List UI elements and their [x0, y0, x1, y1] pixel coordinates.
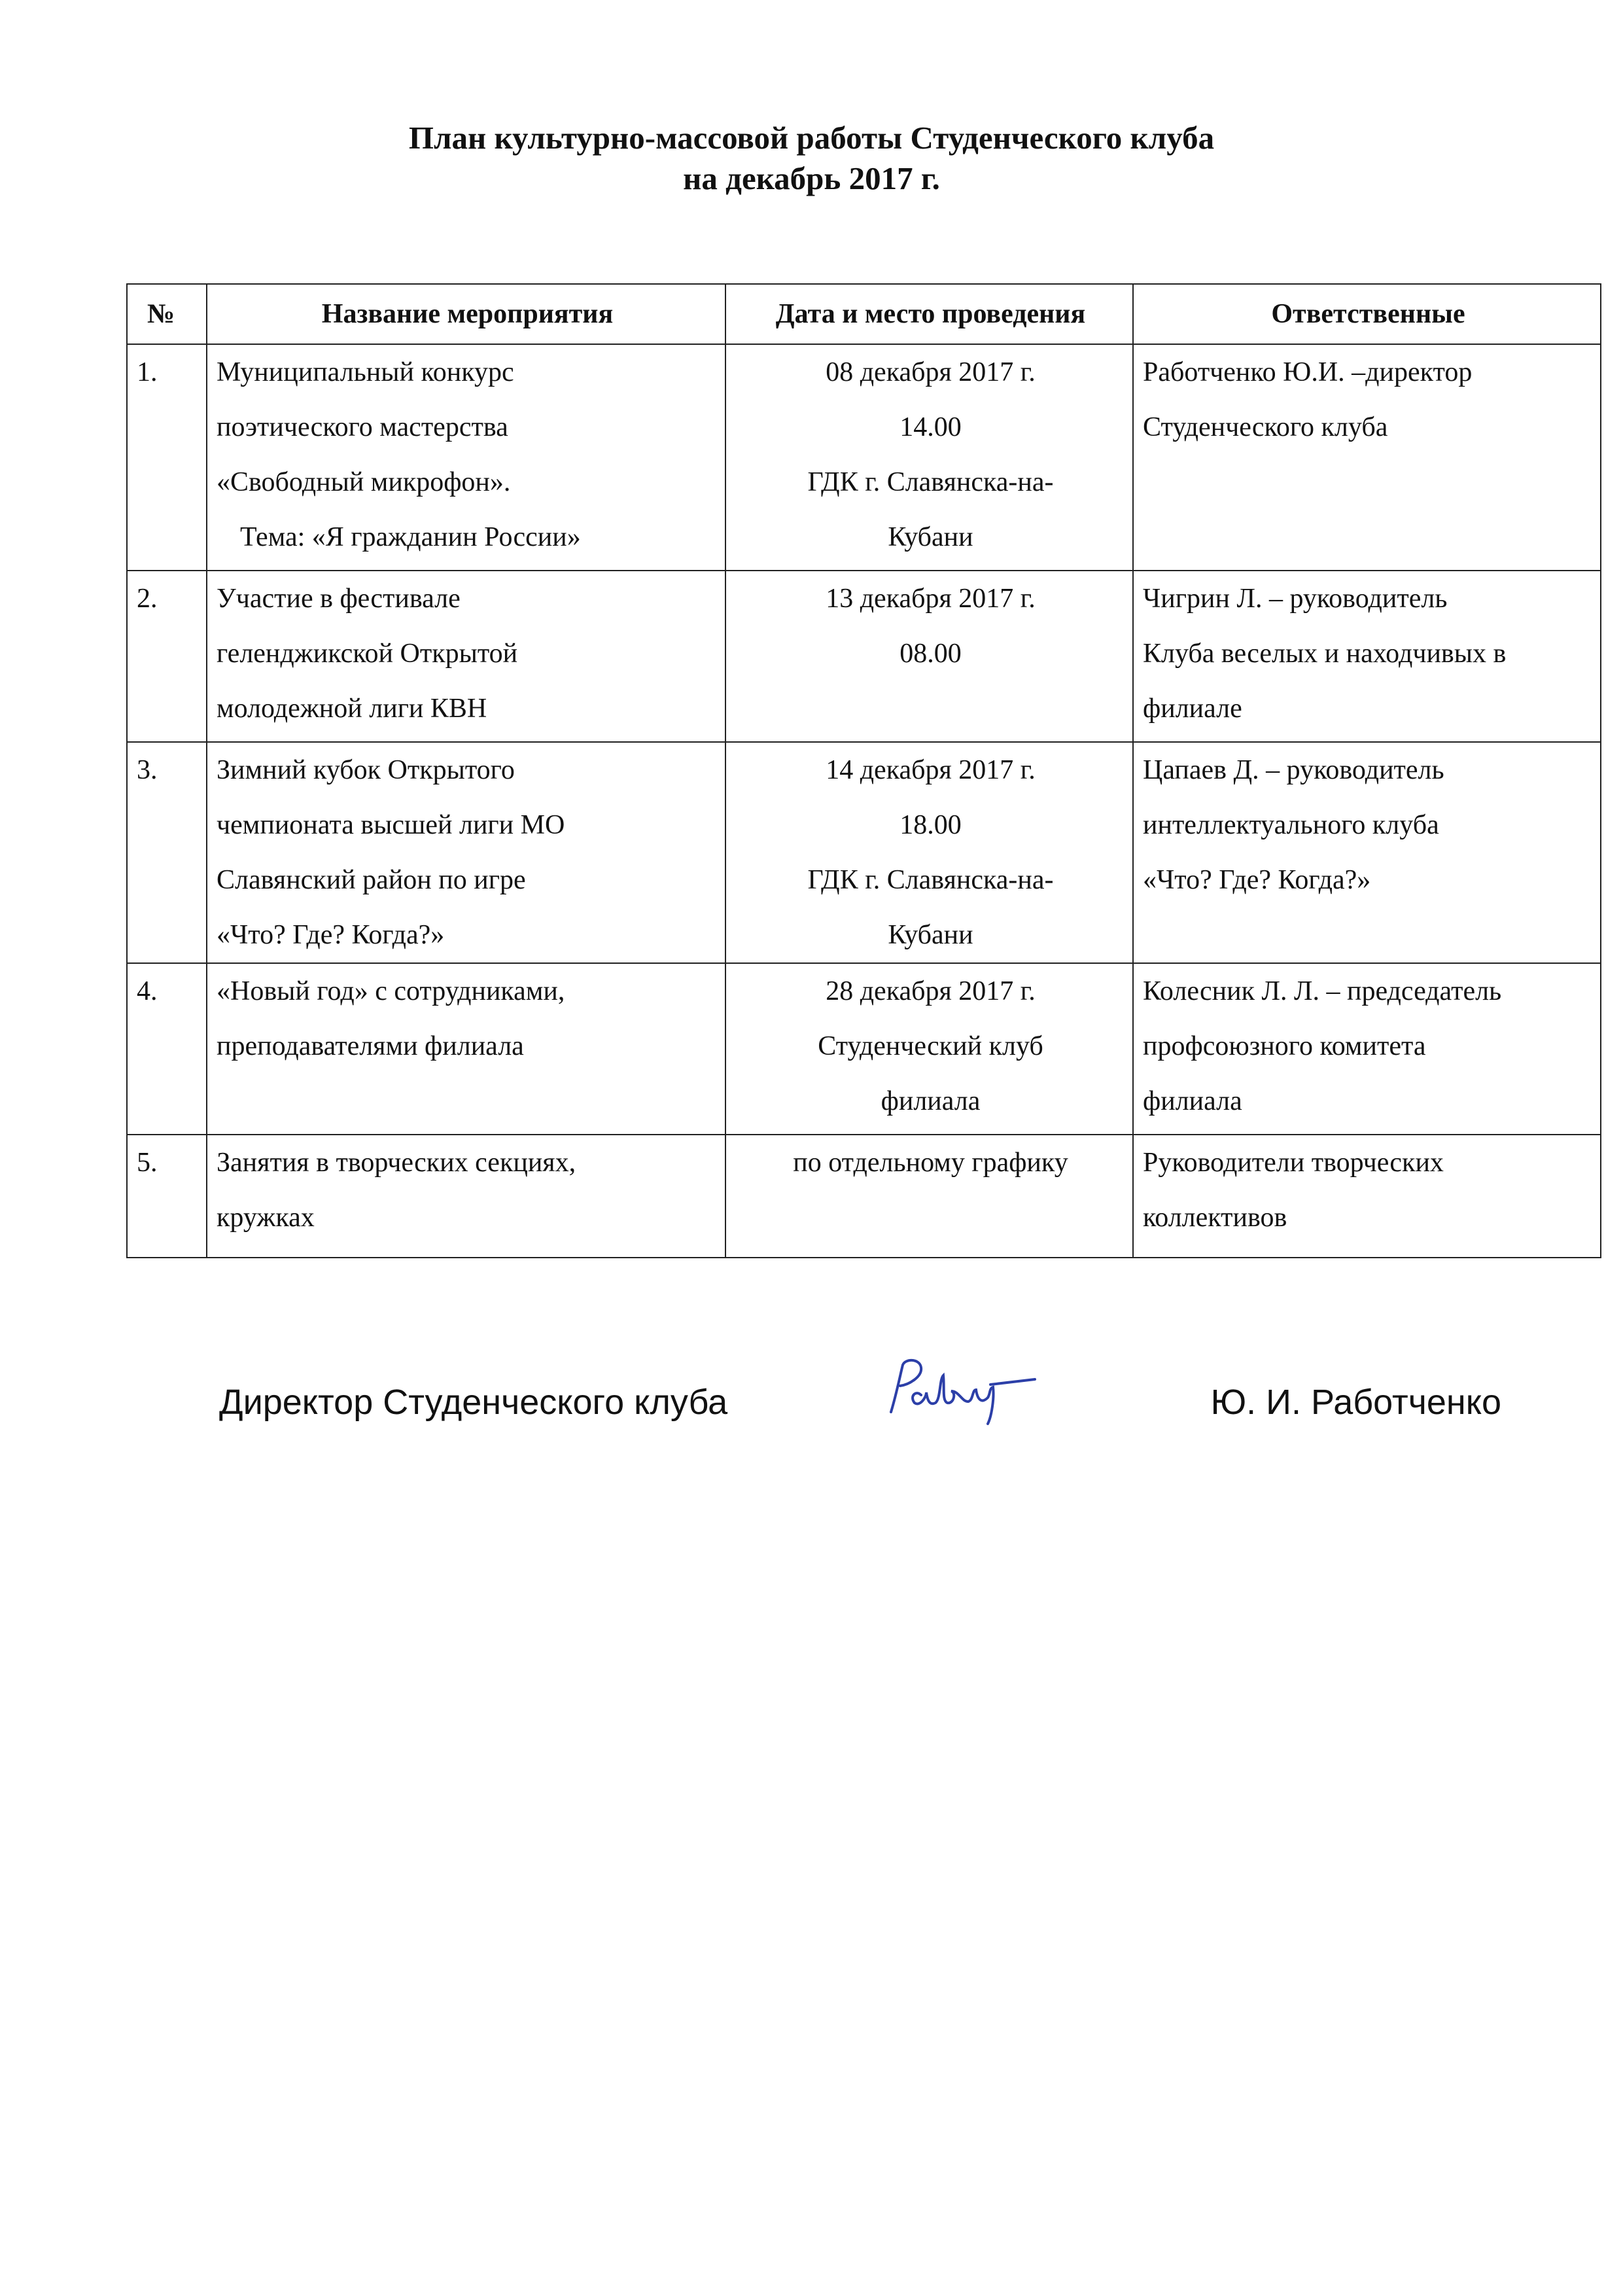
event-name-line: Участие в фестивале	[217, 584, 461, 614]
table-row	[127, 742, 1601, 963]
event-name-line: «Свободный микрофон».	[217, 467, 511, 497]
responsible-line: интеллектуального клуба	[1143, 810, 1439, 840]
responsible-line: филиале	[1143, 694, 1242, 724]
responsible-line: Руководители творческих	[1143, 1148, 1444, 1178]
event-name-line: «Новый год» с сотрудниками,	[217, 976, 565, 1006]
date-line: 08 декабря 2017 г.	[826, 357, 1036, 387]
responsible-line: филиала	[1143, 1086, 1242, 1116]
responsible-cell	[1133, 571, 1601, 742]
event-name-line: Тема: «Я гражданин России»	[240, 522, 581, 552]
event-name-line: чемпионата высшей лиги МО	[217, 810, 565, 840]
row-number: 3.	[127, 742, 207, 963]
table-row	[127, 1135, 1601, 1258]
responsible-cell	[1133, 344, 1601, 571]
row-number: 2.	[127, 571, 207, 742]
date-line: филиала	[881, 1086, 981, 1116]
responsible-line: Клуба веселых и находчивых в	[1143, 639, 1507, 669]
responsible-line: Студенческого клуба	[1143, 412, 1388, 442]
title-line-2: на декабрь 2017 г.	[683, 160, 940, 196]
event-name-line: Занятия в творческих секциях,	[217, 1148, 576, 1178]
responsible-cell	[1133, 742, 1601, 963]
date-line: 14.00	[899, 412, 962, 442]
event-name-line: преподавателями филиала	[217, 1031, 524, 1061]
table-row	[127, 571, 1601, 742]
event-name-line: Славянский район по игре	[217, 865, 526, 895]
document-title	[0, 118, 1623, 199]
event-name-line: «Что? Где? Когда?»	[217, 920, 445, 950]
responsible-line: профсоюзного комитета	[1143, 1031, 1426, 1061]
event-name-cell	[207, 963, 725, 1135]
header-date-place: Дата и место проведения	[725, 284, 1133, 344]
date-line: Кубани	[888, 920, 973, 950]
signatory-name: Ю. И. Работченко	[1210, 1383, 1501, 1422]
date-place-cell	[725, 571, 1133, 742]
responsible-cell	[1133, 963, 1601, 1135]
responsible-line: «Что? Где? Когда?»	[1143, 865, 1371, 895]
date-line: 08.00	[899, 639, 962, 669]
event-name-line: молодежной лиги КВН	[217, 694, 487, 724]
responsible-line: Цапаев Д. – руководитель	[1143, 755, 1444, 785]
header-responsible: Ответственные	[1133, 284, 1601, 344]
table-row	[127, 344, 1601, 571]
event-name-line: кружках	[217, 1203, 315, 1233]
handwritten-signature	[883, 1356, 1040, 1428]
row-number: 1.	[127, 344, 207, 571]
date-line: Студенческий клуб	[818, 1031, 1043, 1061]
header-number: №	[127, 284, 207, 344]
event-name-line: Зимний кубок Открытого	[217, 755, 515, 785]
event-name-line: геленджикской Открытой	[217, 639, 518, 669]
responsible-cell	[1133, 1135, 1601, 1258]
responsible-line: Колесник Л. Л. – председатель	[1143, 976, 1502, 1006]
date-line: по отдельному графику	[793, 1148, 1068, 1178]
date-line: 14 декабря 2017 г.	[826, 755, 1036, 785]
date-line: ГДК г. Славянска-на-	[807, 865, 1054, 895]
signatory-role: Директор Студенческого клуба	[219, 1383, 728, 1422]
event-name-line: поэтического мастерства	[217, 412, 508, 442]
header-event-name: Название мероприятия	[207, 284, 725, 344]
event-name-cell	[207, 571, 725, 742]
responsible-line: Чигрин Л. – руководитель	[1143, 584, 1448, 614]
table-row	[127, 963, 1601, 1135]
row-number: 4.	[127, 963, 207, 1135]
responsible-line: коллективов	[1143, 1203, 1287, 1233]
date-place-cell	[725, 1135, 1133, 1258]
date-line: Кубани	[888, 522, 973, 552]
event-name-cell	[207, 742, 725, 963]
date-line: 13 декабря 2017 г.	[826, 584, 1036, 614]
title-line-1: План культурно-массовой работы Студенческого клуба	[408, 120, 1215, 156]
event-name-cell	[207, 344, 725, 571]
date-line: ГДК г. Славянска-на-	[807, 467, 1054, 497]
date-line: 28 декабря 2017 г.	[826, 976, 1036, 1006]
date-place-cell	[725, 742, 1133, 963]
date-place-cell	[725, 963, 1133, 1135]
responsible-line: Работченко Ю.И. –директор	[1143, 357, 1473, 387]
date-place-cell	[725, 344, 1133, 571]
event-name-line: Муниципальный конкурс	[217, 357, 514, 387]
row-number: 5.	[127, 1135, 207, 1258]
date-line: 18.00	[899, 810, 962, 840]
table-header-row	[127, 284, 1601, 344]
signature-block	[219, 1382, 1501, 1441]
event-name-cell	[207, 1135, 725, 1258]
events-table	[126, 283, 1601, 1258]
